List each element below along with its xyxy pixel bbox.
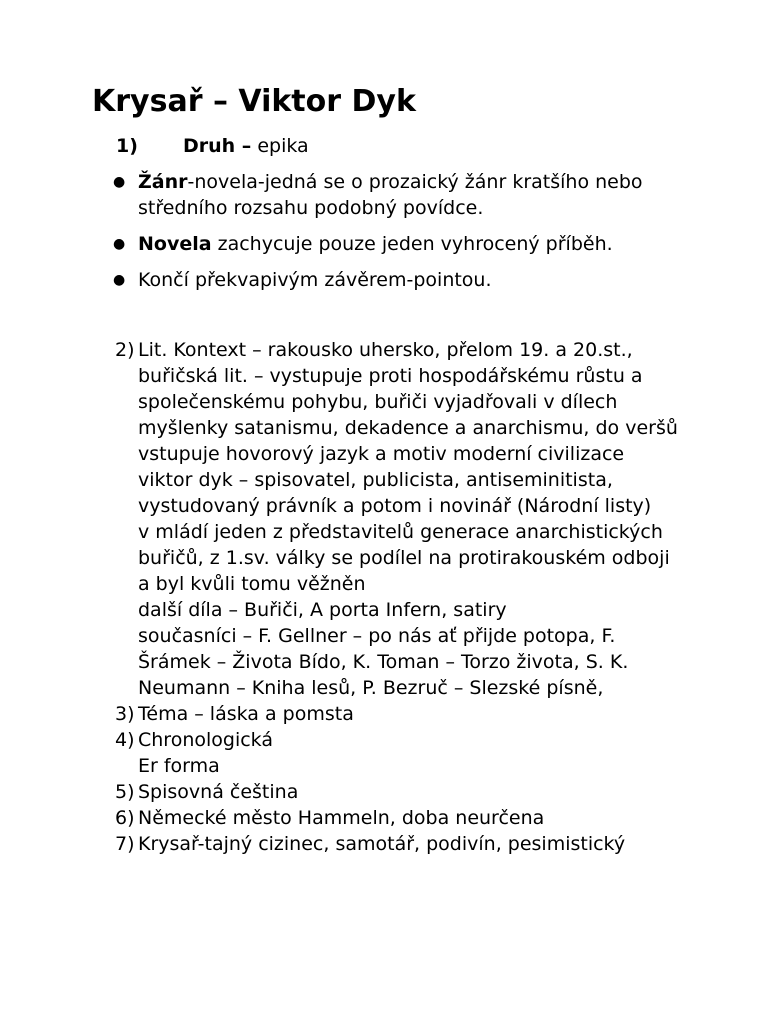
section-1-value: epika (251, 135, 309, 157)
bullet-icon: ● (113, 174, 126, 190)
list-item-number: 7) (115, 833, 135, 855)
bullet-bold-term: Novela (138, 233, 212, 255)
bullet-icon: ● (113, 272, 126, 288)
list-item (0, 805, 683, 831)
list-item-text: současníci – F. Gellner – po nás ať přijde potopa, F. Šrámek – Života Bído, K. Toman – Torzo života, S. K. Neumann – Kniha lesů, P. Bezruč – Slezské písně, (138, 625, 629, 699)
genre-bullet-list (0, 169, 768, 303)
bullet-bold-term: Žánr (138, 171, 188, 193)
bullet-text: zachycuje pouze jeden vyhrocený příběh. (211, 233, 613, 255)
list-item (0, 779, 683, 805)
list-item-number: 4) (115, 729, 135, 751)
list-item-text: viktor dyk – spisovatel, publicista, antiseminitista, vystudovaný právník a potom i novinář (Národní listy) (138, 469, 652, 517)
bullet-icon: ● (113, 236, 126, 252)
section-1-heading (116, 133, 309, 159)
list-item-text: Chronologická (138, 729, 273, 751)
bullet-item (0, 169, 668, 221)
section-1-number: 1) (116, 135, 138, 157)
bullet-item (0, 267, 668, 293)
list-item-number: 6) (115, 807, 135, 829)
document-title: Krysař – Viktor Dyk (92, 84, 416, 119)
list-item-text: Er forma (138, 755, 220, 777)
bullet-text: -novela-jedná se o prozaický žánr kratšího nebo středního rozsahu podobný povídce. (138, 171, 643, 219)
list-item (0, 337, 683, 701)
bullet-text: Končí překvapivým závěrem-pointou. (138, 269, 492, 291)
list-item-text: Lit. Kontext – rakousko uhersko, přelom 19. a 20.st., buřičská lit. – vystupuje proti hospodářskému růstu a společenskému pohybu, buřiči vyjadřovali v dílech myšlenky satanismu, dekadence a anarchismu, do veršů vstupuje hovorový jazyk a motiv moderní civilizace (138, 339, 678, 465)
section-1-label: Druh – (183, 135, 252, 157)
list-item (0, 701, 683, 727)
list-item-text: Spisovná čeština (138, 781, 299, 803)
list-item-text: v mládí jeden z představitelů generace anarchistických buřičů, z 1.sv. války se podílel na protirakouském odboji a byl kvůli tomu věžněn (138, 521, 670, 595)
list-item-text: další díla – Buřiči, A porta Infern, satiry (138, 599, 507, 621)
numbered-list (0, 337, 768, 857)
list-item-text: Krysař-tajný cizinec, samotář, podivín, pesimistický (138, 833, 626, 855)
list-item (0, 831, 683, 857)
bullet-item (0, 231, 668, 257)
list-item-number: 2) (115, 339, 135, 361)
list-item (0, 727, 683, 779)
list-item-number: 3) (115, 703, 135, 725)
list-item-text: Téma – láska a pomsta (138, 703, 354, 725)
list-item-text: Německé město Hammeln, doba neurčena (138, 807, 545, 829)
list-item-number: 5) (115, 781, 135, 803)
